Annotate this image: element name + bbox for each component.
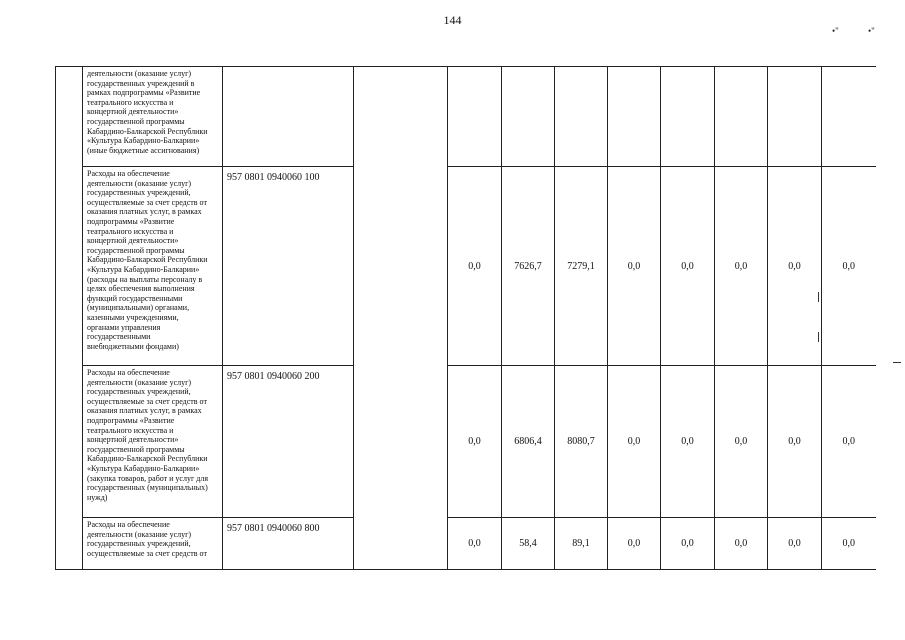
value-cell: 0,0 [661, 518, 715, 570]
value-cell: 0,0 [822, 167, 876, 366]
scan-mark: •" [832, 26, 839, 36]
row-code: 957 0801 0940060 200 [223, 366, 354, 518]
value-cell: 0,0 [608, 518, 661, 570]
value-cell: 7626,7 [502, 167, 555, 366]
value-cell [555, 67, 608, 167]
scan-artifact [818, 292, 819, 302]
scan-artifact [818, 332, 819, 342]
budget-table [55, 66, 876, 570]
row-description: Расходы на обеспечение деятельности (оказание услуг) государственных учреждений, осуществляемые за счет средств от оказания платных услуг, в рамках подпрограммы «Развитие театрального искусства и концертной деятельности» государственной программы Кабардино-Балкарской Республики «Культура Кабардино-Балкарии» (закупка товаров, работ и услуг для государственных (муниципальных) нужд) [83, 366, 223, 518]
row-code [223, 67, 354, 167]
table-row [56, 366, 876, 518]
row-code: 957 0801 0940060 100 [223, 167, 354, 366]
blank-middle-column [354, 67, 448, 570]
value-cell: 0,0 [768, 518, 822, 570]
scan-artifact [893, 362, 901, 363]
value-cell: 0,0 [822, 366, 876, 518]
value-cell: 0,0 [715, 366, 768, 518]
value-cell: 0,0 [661, 167, 715, 366]
scan-mark: •" [868, 26, 875, 36]
value-cell [822, 67, 876, 167]
page-number: 144 [443, 13, 462, 27]
value-cell: 0,0 [715, 167, 768, 366]
value-cell: 0,0 [608, 366, 661, 518]
value-cell: 0,0 [448, 518, 502, 570]
value-cell: 89,1 [555, 518, 608, 570]
value-cell: 8080,7 [555, 366, 608, 518]
value-cell: 7279,1 [555, 167, 608, 366]
value-cell: 0,0 [661, 366, 715, 518]
value-cell: 6806,4 [502, 366, 555, 518]
table-row [56, 518, 876, 570]
value-cell: 0,0 [448, 366, 502, 518]
value-cell: 0,0 [608, 167, 661, 366]
row-description: Расходы на обеспечение деятельности (оказание услуг) государственных учреждений, осуществляемые за счет средств от [83, 518, 223, 570]
value-cell: 58,4 [502, 518, 555, 570]
row-description: деятельности (оказание услуг) государственных учреждений в рамках подпрограммы «Развитие театрального искусства и концертной деятельности» государственной программы Кабардино-Балкарской Республики «Культура Кабардино-Балкарии» (иные бюджетные ассигнования) [83, 67, 223, 167]
row-code: 957 0801 0940060 800 [223, 518, 354, 570]
table-row [56, 67, 876, 167]
table-row [56, 167, 876, 366]
value-cell: 0,0 [768, 366, 822, 518]
value-cell: 0,0 [822, 518, 876, 570]
value-cell: 0,0 [715, 518, 768, 570]
value-cell [661, 67, 715, 167]
value-cell [448, 67, 502, 167]
value-cell: 0,0 [768, 167, 822, 366]
value-cell: 0,0 [448, 167, 502, 366]
value-cell [715, 67, 768, 167]
value-cell [502, 67, 555, 167]
value-cell [768, 67, 822, 167]
blank-left-column [56, 67, 83, 570]
row-description: Расходы на обеспечение деятельности (оказание услуг) государственных учреждений, осуществляемые за счет средств от оказания платных услуг, в рамках подпрограммы «Развитие театрального искусства и концертной деятельности» государственной программы Кабардино-Балкарской Республики «Культура Кабардино-Балкарии» (расходы на выплаты персоналу в целях обеспечения выполнения функций государственными (муниципальными) органами, казенными учреждениями, органами управления государственными внебюджетными фондами) [83, 167, 223, 366]
value-cell [608, 67, 661, 167]
